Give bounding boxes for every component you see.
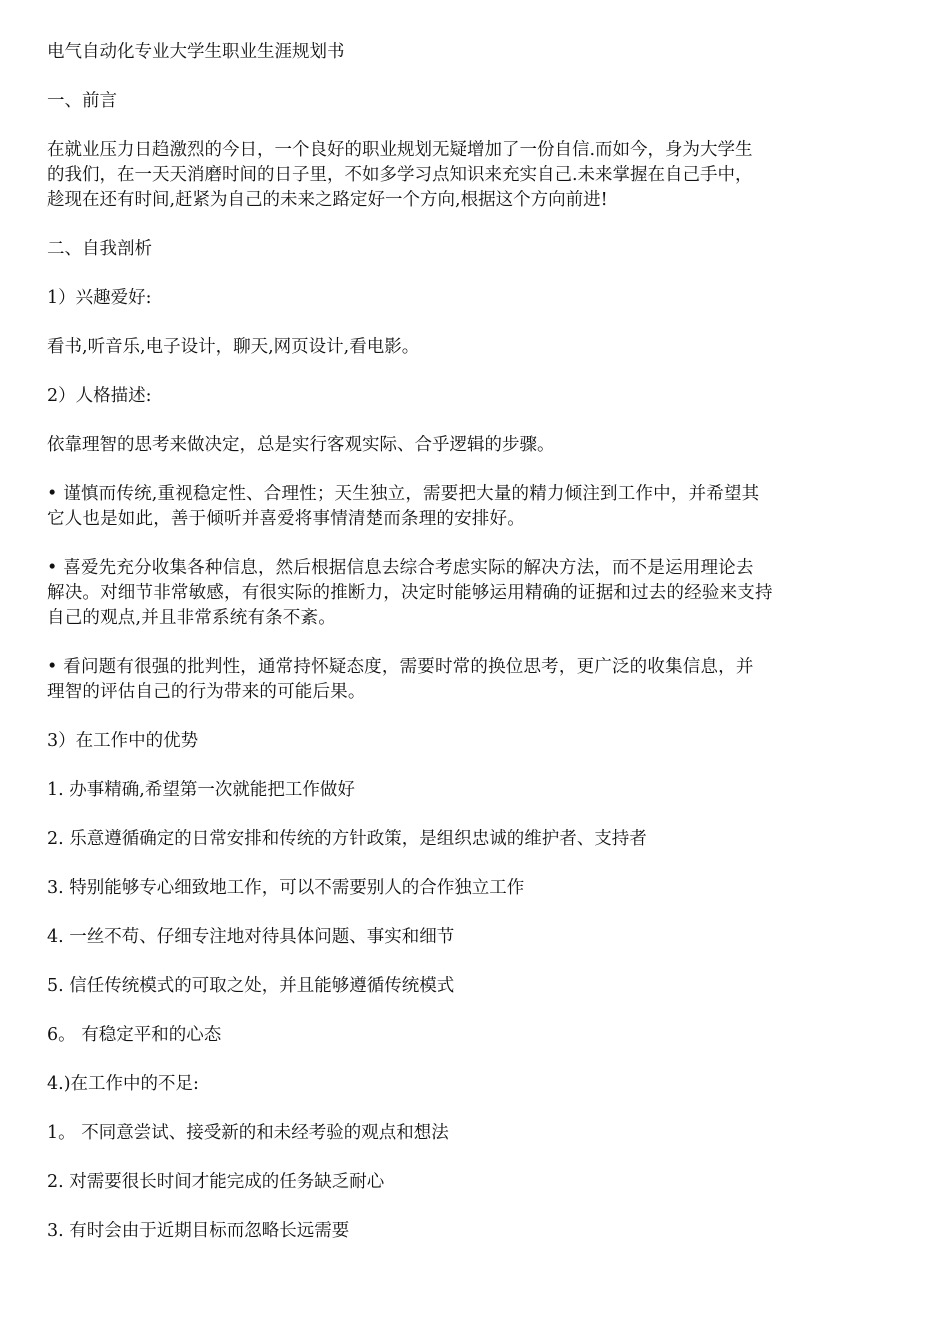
- spacer: [47, 705, 907, 729]
- spacer: [47, 1097, 907, 1121]
- spacer: [47, 1195, 907, 1219]
- strength-item: 4. 一丝不苟、仔细专注地对待具体问题、事实和细节: [47, 927, 455, 947]
- strength-item: 2. 乐意遵循确定的日常安排和传统的方针政策，是组织忠诚的维护者、支持者: [47, 829, 647, 849]
- strength-item: 6。 有稳定平和的心态: [47, 1025, 222, 1045]
- personality-text: 依靠理智的思考来做决定，总是实行客观实际、合乎逻辑的步骤。: [47, 435, 555, 455]
- spacer: [47, 803, 907, 827]
- bullet-line: • 看问题有很强的批判性，通常持怀疑态度，需要时常的换位思考，更广泛的收集信息，并: [47, 657, 754, 677]
- section-heading-self-analysis: 二、自我剖析: [47, 239, 152, 259]
- interests-text: 看书,听音乐,电子设计，聊天,网页设计,看电影。: [47, 337, 420, 357]
- paragraph-line: 的我们，在一天天消磨时间的日子里，不如多学习点知识来充实自己.未来掌握在自己手中，: [47, 165, 753, 185]
- document-title: 电气自动化专业大学生职业生涯规划书: [47, 42, 345, 62]
- strength-item: 3. 特别能够专心细致地工作，可以不需要别人的合作独立工作: [47, 878, 525, 898]
- preface-paragraph: [47, 138, 907, 213]
- spacer: [47, 999, 907, 1023]
- spacer: [47, 901, 907, 925]
- spacer: [47, 852, 907, 876]
- bullet-line: • 谨慎而传统,重视稳定性、合理性；天生独立，需要把大量的精力倾注到工作中，并希望其: [47, 484, 760, 504]
- spacer: [47, 213, 907, 237]
- bullet-line: • 喜爱先充分收集各种信息，然后根据信息去综合考虑实际的解决方法，而不是运用理论去: [47, 558, 754, 578]
- spacer: [47, 754, 907, 778]
- paragraph-line: 趁现在还有时间,赶紧为自己的未来之路定好一个方向,根据这个方向前进!: [47, 190, 608, 210]
- subheading-personality: 2）人格描述:: [47, 386, 152, 406]
- subheading-interests: 1）兴趣爱好:: [47, 288, 152, 308]
- subheading-strengths: 3）在工作中的优势: [47, 731, 199, 751]
- spacer: [47, 532, 907, 556]
- spacer: [47, 631, 907, 655]
- spacer: [47, 360, 907, 384]
- subheading-weaknesses: 4.)在工作中的不足:: [47, 1074, 199, 1094]
- spacer: [47, 950, 907, 974]
- bullet-item: [47, 556, 907, 631]
- bullet-line: 自己的观点,并且非常系统有条不紊。: [47, 608, 336, 628]
- paragraph-line: 在就业压力日趋激烈的今日，一个良好的职业规划无疑增加了一份自信.而如今，身为大学生: [47, 140, 753, 160]
- spacer: [47, 458, 907, 482]
- spacer: [47, 114, 907, 138]
- weakness-item: 3. 有时会由于近期目标而忽略长远需要: [47, 1221, 350, 1241]
- spacer: [47, 311, 907, 335]
- spacer: [47, 1146, 907, 1170]
- spacer: [47, 409, 907, 433]
- bullet-line: 解决。对细节非常敏感，有很实际的推断力，决定时能够运用精确的证据和过去的经验来支持: [47, 583, 773, 603]
- weakness-item: 2. 对需要很长时间才能完成的任务缺乏耐心: [47, 1172, 385, 1192]
- weakness-item: 1。 不同意尝试、接受新的和未经考验的观点和想法: [47, 1123, 449, 1143]
- strength-item: 1. 办事精确,希望第一次就能把工作做好: [47, 780, 355, 800]
- bullet-line: 它人也是如此，善于倾听并喜爱将事情清楚而条理的安排好。: [47, 509, 525, 529]
- strength-item: 5. 信任传统模式的可取之处，并且能够遵循传统模式: [47, 976, 455, 996]
- bullet-item: [47, 482, 907, 532]
- document-page: [47, 40, 907, 1244]
- bullet-line: 理智的评估自己的行为带来的可能后果。: [47, 682, 366, 702]
- bullet-item: [47, 655, 907, 705]
- spacer: [47, 262, 907, 286]
- section-heading-preface: 一、前言: [47, 91, 117, 111]
- spacer: [47, 1048, 907, 1072]
